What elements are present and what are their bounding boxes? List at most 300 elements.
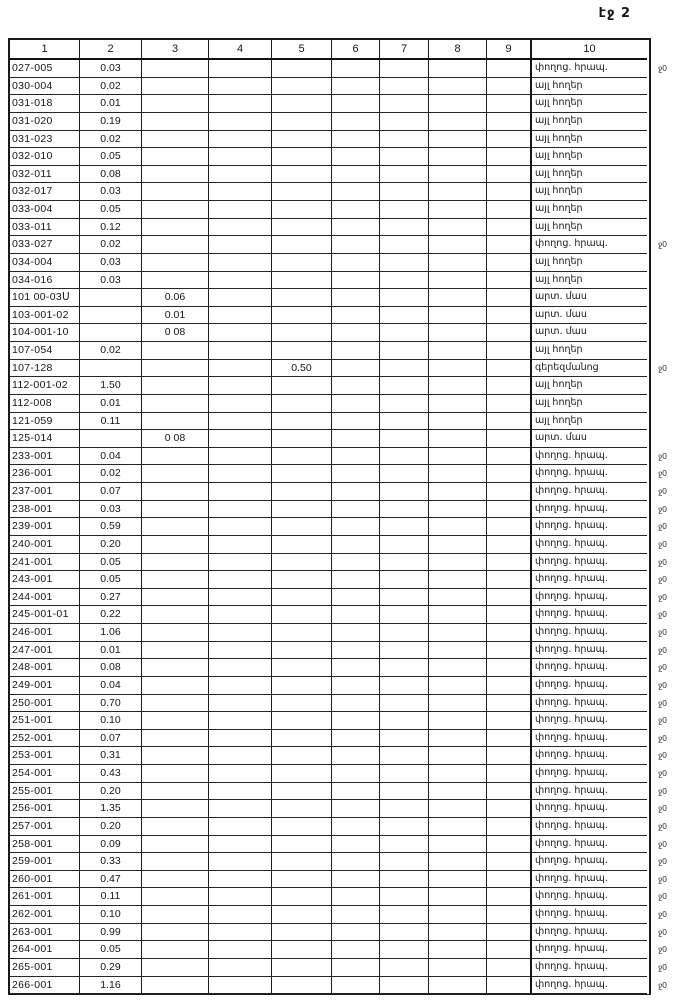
- cell-empty: [332, 465, 380, 483]
- cell-empty: [487, 836, 532, 854]
- handwritten-margin-mark: ջ0: [657, 663, 667, 673]
- cell-empty: [209, 800, 272, 818]
- cell-empty: [332, 131, 380, 149]
- cell-land-use: փողոց. հրապ.: [532, 501, 647, 519]
- cell-parcel-code: 031-023: [10, 131, 80, 149]
- cell-empty: [272, 765, 332, 783]
- cell-area-value: 0.99: [80, 924, 142, 942]
- table-row: [10, 659, 667, 677]
- cell-empty: [209, 60, 272, 78]
- table-row: [10, 307, 649, 325]
- cell-parcel-code: 107-128: [10, 360, 80, 378]
- cell-empty: [380, 941, 429, 959]
- cell-empty: [209, 888, 272, 906]
- cell-area-value: 0.03: [80, 60, 142, 78]
- cell-empty: [380, 342, 429, 360]
- cell-area-value: 0.10: [80, 906, 142, 924]
- cell-empty: [142, 272, 209, 290]
- cell-land-use: փողոց. հրապ.: [532, 730, 647, 748]
- cell-empty: [209, 642, 272, 660]
- cell-land-use: փողոց. հրապ.: [532, 536, 647, 554]
- cell-area-value: 0.10: [80, 712, 142, 730]
- cell-empty: [332, 765, 380, 783]
- table-row: [10, 272, 649, 290]
- cell-parcel-code: 031-020: [10, 113, 80, 131]
- cell-empty: [272, 836, 332, 854]
- handwritten-margin-mark: ջ0: [657, 909, 667, 920]
- cell-empty: [429, 201, 487, 219]
- cell-empty: [380, 219, 429, 237]
- cell-empty: [429, 941, 487, 959]
- cell-empty: [272, 377, 332, 395]
- cell-empty: [429, 448, 487, 466]
- cell-area-value: 0.59: [80, 518, 142, 536]
- cell-parcel-code: 258-001: [10, 836, 80, 854]
- cell-parcel-code: 249-001: [10, 677, 80, 695]
- cell-empty: [272, 888, 332, 906]
- table-row: [10, 236, 667, 254]
- cell-area-value: 1.06: [80, 624, 142, 642]
- cell-parcel-code: 257-001: [10, 818, 80, 836]
- handwritten-margin-mark: ջ0: [657, 804, 667, 814]
- cell-empty: [209, 483, 272, 501]
- cell-parcel-code: 236-001: [10, 465, 80, 483]
- cell-empty: [209, 131, 272, 149]
- cell-empty: [332, 571, 380, 589]
- cell-empty: [209, 924, 272, 942]
- cell-empty: [487, 324, 532, 342]
- table-row: [10, 60, 667, 78]
- cell-empty: [487, 342, 532, 360]
- cell-land-use: փողոց. հրապ.: [532, 783, 647, 801]
- cell-empty: [272, 818, 332, 836]
- cell-empty: [487, 465, 532, 483]
- column-header: 8: [429, 40, 487, 60]
- cell-empty: [142, 642, 209, 660]
- cell-empty: [332, 272, 380, 290]
- cell-empty: [487, 430, 532, 448]
- cell-empty: [272, 924, 332, 942]
- cell-empty: [487, 906, 532, 924]
- cell-empty: [142, 730, 209, 748]
- cell-empty: [272, 307, 332, 325]
- cell-area-value: 0.01: [80, 395, 142, 413]
- table-row: [10, 730, 667, 748]
- cell-empty: [380, 888, 429, 906]
- cell-empty: [332, 448, 380, 466]
- table-row: [10, 818, 667, 836]
- cell-parcel-code: 032-011: [10, 166, 80, 184]
- cell-empty: [209, 413, 272, 431]
- cell-empty: [142, 818, 209, 836]
- cell-land-use: այլ հողեր: [532, 201, 647, 219]
- cell-empty: [142, 219, 209, 237]
- table-row: [10, 747, 667, 765]
- cell-empty: [332, 201, 380, 219]
- cell-empty: [209, 730, 272, 748]
- cell-parcel-code: 031-018: [10, 95, 80, 113]
- cell-empty: [429, 695, 487, 713]
- cell-empty: [209, 695, 272, 713]
- cell-empty: [209, 307, 272, 325]
- cell-parcel-code: 255-001: [10, 783, 80, 801]
- cell-empty: [380, 818, 429, 836]
- cell-empty: [209, 201, 272, 219]
- handwritten-margin-mark: ջ0: [657, 486, 667, 497]
- cell-empty: [380, 871, 429, 889]
- cell-empty: [142, 747, 209, 765]
- cell-empty: [380, 924, 429, 942]
- cell-land-use: փողոց. հրապ.: [532, 624, 647, 642]
- cell-empty: [142, 977, 209, 995]
- cell-parcel-code: 248-001: [10, 659, 80, 677]
- cell-empty: [487, 60, 532, 78]
- cell-empty: [429, 289, 487, 307]
- cell-empty: [142, 166, 209, 184]
- cell-empty: [380, 201, 429, 219]
- cell-area-value: 1.50: [80, 377, 142, 395]
- cell-empty: [429, 624, 487, 642]
- cell-empty: [487, 554, 532, 572]
- cell-parcel-code: 256-001: [10, 800, 80, 818]
- cell-empty: [380, 977, 429, 995]
- cell-empty: [487, 148, 532, 166]
- cell-empty: [209, 747, 272, 765]
- cell-empty: [487, 518, 532, 536]
- cell-empty: [429, 166, 487, 184]
- table-row: [10, 342, 649, 360]
- cell-empty: [80, 360, 142, 378]
- cell-land-use: այլ հողեր: [532, 342, 647, 360]
- cell-land-use: փողոց. հրապ.: [532, 818, 647, 836]
- cell-empty: [429, 148, 487, 166]
- handwritten-margin-mark: ջ0: [657, 645, 667, 655]
- cell-empty: [380, 236, 429, 254]
- cell-empty: [332, 307, 380, 325]
- cell-empty: [429, 730, 487, 748]
- cell-land-use: փողոց. հրապ.: [532, 871, 647, 889]
- cell-empty: [380, 765, 429, 783]
- cell-empty: [142, 695, 209, 713]
- cell-empty: [332, 888, 380, 906]
- cell-parcel-code: 238-001: [10, 501, 80, 519]
- cell-land-use: փողոց. հրապ.: [532, 695, 647, 713]
- cell-empty: [487, 747, 532, 765]
- cell-empty: [380, 800, 429, 818]
- cell-empty: [142, 659, 209, 677]
- table-row: [10, 642, 667, 660]
- cell-empty: [380, 413, 429, 431]
- cell-empty: [142, 783, 209, 801]
- cell-empty: [487, 501, 532, 519]
- cell-empty: [209, 219, 272, 237]
- cell-empty: [142, 113, 209, 131]
- cell-empty: [209, 536, 272, 554]
- table-row: [10, 712, 667, 730]
- cell-empty: [209, 659, 272, 677]
- table-row: [10, 254, 649, 272]
- cell-empty: [429, 783, 487, 801]
- cell-empty: [142, 959, 209, 977]
- cell-parcel-code: 033-027: [10, 236, 80, 254]
- handwritten-margin-mark: ջ0: [657, 451, 667, 461]
- cell-land-use: փողոց. հրապ.: [532, 571, 647, 589]
- cell-empty: [429, 642, 487, 660]
- table-body: [10, 60, 667, 994]
- cell-parcel-code: 244-001: [10, 589, 80, 607]
- cell-empty: [332, 642, 380, 660]
- cell-empty: [332, 183, 380, 201]
- cell-parcel-code: 034-004: [10, 254, 80, 272]
- handwritten-margin-mark: ջ0: [657, 698, 667, 708]
- cell-area-value: 0.02: [80, 236, 142, 254]
- cell-area-value: 0.20: [80, 818, 142, 836]
- cell-empty: [429, 836, 487, 854]
- handwritten-margin-mark: ջ0: [657, 680, 667, 691]
- handwritten-margin-mark: ջ0: [657, 856, 667, 867]
- cell-empty: [380, 606, 429, 624]
- cell-empty: [429, 377, 487, 395]
- table-row: [10, 624, 667, 642]
- cell-empty: [272, 589, 332, 607]
- cell-land-use: փողոց. հրապ.: [532, 448, 647, 466]
- cell-empty: [209, 78, 272, 96]
- cell-empty: [209, 324, 272, 342]
- cell-land-use: փողոց. հրապ.: [532, 977, 647, 995]
- cell-empty: [332, 148, 380, 166]
- cell-empty: [332, 712, 380, 730]
- table-row: [10, 695, 667, 713]
- cell-empty: [332, 906, 380, 924]
- cell-empty: [429, 60, 487, 78]
- cell-empty: [429, 888, 487, 906]
- cell-empty: [142, 183, 209, 201]
- cell-parcel-code: 263-001: [10, 924, 80, 942]
- cell-empty: [332, 360, 380, 378]
- cell-empty: [209, 959, 272, 977]
- handwritten-margin-mark: ջ0: [657, 874, 667, 884]
- table-row: [10, 201, 649, 219]
- cell-empty: [487, 659, 532, 677]
- cell-empty: [142, 483, 209, 501]
- cell-empty: [142, 131, 209, 149]
- cell-empty: [332, 413, 380, 431]
- cell-empty: [332, 677, 380, 695]
- cell-empty: [142, 906, 209, 924]
- cell-empty: [272, 906, 332, 924]
- cell-empty: [429, 959, 487, 977]
- cell-empty: [429, 659, 487, 677]
- cell-empty: [429, 430, 487, 448]
- cell-empty: [487, 95, 532, 113]
- table-row: [10, 888, 667, 906]
- table-row: [10, 765, 667, 783]
- cell-parcel-code: 237-001: [10, 483, 80, 501]
- handwritten-margin-mark: ջ0: [657, 240, 667, 250]
- cell-empty: [142, 465, 209, 483]
- cell-empty: [487, 924, 532, 942]
- cell-empty: [332, 730, 380, 748]
- cell-empty: [487, 131, 532, 149]
- cell-parcel-code: 253-001: [10, 747, 80, 765]
- cell-empty: [272, 712, 332, 730]
- cell-empty: [429, 571, 487, 589]
- cell-empty: [487, 254, 532, 272]
- cell-empty: [380, 377, 429, 395]
- cell-empty: [429, 853, 487, 871]
- cell-empty: [272, 289, 332, 307]
- cell-empty: [142, 501, 209, 519]
- cell-empty: [209, 941, 272, 959]
- cell-empty: [209, 783, 272, 801]
- cell-empty: [380, 624, 429, 642]
- table-row: [10, 589, 667, 607]
- cell-empty: [429, 800, 487, 818]
- cell-empty: [487, 166, 532, 184]
- cell-empty: [209, 712, 272, 730]
- cell-empty: [487, 977, 532, 995]
- cell-land-use: այլ հողեր: [532, 78, 647, 96]
- cell-area-value: 0.01: [80, 642, 142, 660]
- column-header: 4: [209, 40, 272, 60]
- cell-empty: [332, 695, 380, 713]
- cell-empty: [209, 853, 272, 871]
- cell-empty: [272, 430, 332, 448]
- cell-empty: [429, 113, 487, 131]
- cell-empty: [209, 183, 272, 201]
- cell-empty: [209, 95, 272, 113]
- cell-parcel-code: 240-001: [10, 536, 80, 554]
- cell-empty: [380, 183, 429, 201]
- cell-empty: [209, 589, 272, 607]
- cell-land-use: արտ. մաս: [532, 430, 647, 448]
- handwritten-margin-mark: ջ0: [657, 504, 667, 514]
- cell-area-value: 1.16: [80, 977, 142, 995]
- cell-empty: [272, 465, 332, 483]
- cell-land-use: փողոց. հրապ.: [532, 853, 647, 871]
- cell-empty: [272, 659, 332, 677]
- cell-land-use: փողոց. հրապ.: [532, 888, 647, 906]
- table-row: [10, 518, 667, 536]
- cell-empty: [142, 712, 209, 730]
- cell-empty: [332, 871, 380, 889]
- cell-area-value: 0.43: [80, 765, 142, 783]
- table-row: [10, 166, 649, 184]
- cell-empty: [209, 977, 272, 995]
- cell-empty: [487, 483, 532, 501]
- cell-empty: [380, 518, 429, 536]
- cell-empty: [332, 113, 380, 131]
- cell-empty: [380, 360, 429, 378]
- handwritten-margin-mark: ջ0: [657, 574, 667, 585]
- cell-empty: [80, 430, 142, 448]
- cell-land-use: փողոց. հրապ.: [532, 959, 647, 977]
- cell-empty: [380, 430, 429, 448]
- cell-empty: [487, 959, 532, 977]
- cell-land-use: այլ հողեր: [532, 413, 647, 431]
- cell-empty: [332, 554, 380, 572]
- cell-parcel-code: 266-001: [10, 977, 80, 995]
- cell-area-value: 0.11: [80, 413, 142, 431]
- cell-empty: [142, 853, 209, 871]
- cell-empty: [209, 606, 272, 624]
- cell-empty: [209, 377, 272, 395]
- cell-empty: [332, 977, 380, 995]
- cell-area-value: 0.02: [80, 78, 142, 96]
- cell-parcel-code: 243-001: [10, 571, 80, 589]
- cell-empty: [380, 95, 429, 113]
- cell-empty: [209, 148, 272, 166]
- cell-land-use: փողոց. հրապ.: [532, 60, 647, 78]
- cell-empty: [332, 377, 380, 395]
- cell-empty: [380, 677, 429, 695]
- cell-parcel-code: 125-014: [10, 430, 80, 448]
- cell-empty: [487, 413, 532, 431]
- cell-empty: [142, 360, 209, 378]
- cell-area-value: 0 08: [142, 324, 209, 342]
- cell-empty: [272, 518, 332, 536]
- cell-empty: [142, 836, 209, 854]
- column-header: 9: [487, 40, 532, 60]
- cell-empty: [142, 871, 209, 889]
- column-header: 1: [10, 40, 80, 60]
- cell-area-value: 0.50: [272, 360, 332, 378]
- cell-empty: [272, 272, 332, 290]
- cell-empty: [142, 201, 209, 219]
- cell-empty: [142, 377, 209, 395]
- cell-empty: [142, 254, 209, 272]
- cell-empty: [80, 307, 142, 325]
- table-row: [10, 677, 667, 695]
- cell-empty: [332, 800, 380, 818]
- cell-empty: [487, 783, 532, 801]
- column-header: 3: [142, 40, 209, 60]
- cell-empty: [429, 765, 487, 783]
- table-row: [10, 395, 649, 413]
- cell-parcel-code: 245-001-01: [10, 606, 80, 624]
- cell-empty: [80, 289, 142, 307]
- cell-empty: [487, 853, 532, 871]
- cell-empty: [272, 536, 332, 554]
- cell-empty: [429, 677, 487, 695]
- table-row: [10, 906, 667, 924]
- cell-empty: [429, 518, 487, 536]
- cell-parcel-code: 107-054: [10, 342, 80, 360]
- cell-empty: [332, 219, 380, 237]
- cell-empty: [429, 483, 487, 501]
- cell-empty: [142, 765, 209, 783]
- cell-empty: [380, 959, 429, 977]
- cell-empty: [272, 236, 332, 254]
- cell-empty: [380, 166, 429, 184]
- cell-parcel-code: 250-001: [10, 695, 80, 713]
- cell-area-value: 0.03: [80, 272, 142, 290]
- cell-empty: [272, 853, 332, 871]
- cell-parcel-code: 103-001-02: [10, 307, 80, 325]
- cell-empty: [272, 78, 332, 96]
- cell-parcel-code: 241-001: [10, 554, 80, 572]
- cell-land-use: փողոց. հրապ.: [532, 606, 647, 624]
- cell-land-use: գերեզմանոց: [532, 360, 647, 378]
- cell-empty: [209, 836, 272, 854]
- cell-empty: [429, 554, 487, 572]
- cell-empty: [380, 395, 429, 413]
- cell-empty: [209, 272, 272, 290]
- handwritten-margin-mark: ջ0: [657, 469, 667, 479]
- table-row: [10, 360, 667, 378]
- table-row: [10, 977, 667, 995]
- cell-empty: [209, 289, 272, 307]
